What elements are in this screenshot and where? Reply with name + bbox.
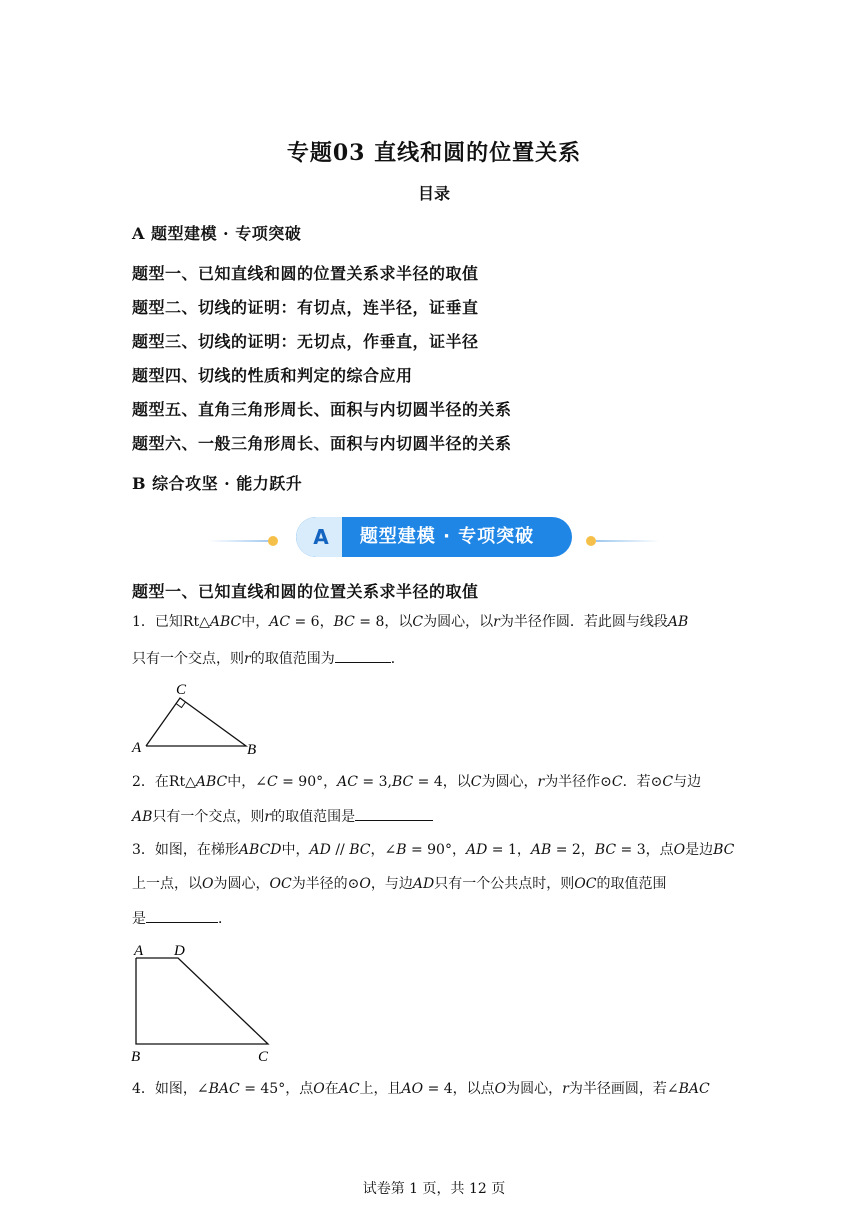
page-footer: 试卷第 1 页，共 12 页 xyxy=(362,1181,506,1197)
trapezoid-outline xyxy=(136,958,268,1044)
right-angle-mark xyxy=(176,702,186,708)
toc-heading: 目录 xyxy=(417,184,450,203)
banner-right-line xyxy=(596,540,660,542)
vertex-label-a: A xyxy=(132,740,142,756)
question-3-line-3: 是 ． xyxy=(132,908,232,929)
vertex-label-c: C xyxy=(176,682,187,698)
vertex-label-c: C xyxy=(258,1049,269,1065)
vertex-label-a: A xyxy=(134,943,144,959)
answer-blank[interactable] xyxy=(335,648,391,663)
answer-blank[interactable] xyxy=(355,806,433,821)
vertex-label-b: B xyxy=(131,1049,141,1065)
question-3-line-2: 上一点，以O为圆心，OC为半径的⊙O，与边AD只有一个公共点时，则OC的取值范围 xyxy=(132,876,667,892)
vertex-label-b: B xyxy=(247,742,257,758)
banner-right-dot xyxy=(586,536,596,546)
page-title: 专题03 直线和圆的位置关系 xyxy=(286,140,582,166)
toc-item: 题型二、切线的证明：有切点，连半径，证垂直 xyxy=(132,298,479,317)
banner-pill xyxy=(296,517,572,557)
banner-text: 题型建模 · 专项突破 xyxy=(359,526,535,547)
toc-item: 题型五、直角三角形周长、面积与内切圆半径的关系 xyxy=(132,400,512,419)
toc-item: 题型四、切线的性质和判定的综合应用 xyxy=(132,366,413,385)
question-2-line-2: AB只有一个交点，则r的取值范围是 xyxy=(132,806,433,827)
question-1-line-2: 只有一个交点，则r的取值范围为 ． xyxy=(132,648,405,669)
question-2-line-1: 2．在Rt△ABC中，∠C = 90°，AC = 3,BC = 4，以C为圆心，r为半径作⊙C．若⊙C与边 xyxy=(132,774,702,790)
question-1-line-1: 1．已知Rt△ABC中，AC = 6，BC = 8，以C为圆心，以r为半径作圆．若此圆与线段AB xyxy=(132,614,689,630)
banner-letter: A xyxy=(313,525,329,549)
toc-section-a: A 题型建模 · 专项突破 xyxy=(132,224,302,243)
triangle-figure xyxy=(128,678,268,760)
toc-section-b: B 综合攻坚 · 能力跃升 xyxy=(132,474,303,493)
banner-left-line xyxy=(208,540,272,542)
trapezoid-figure xyxy=(128,938,278,1068)
toc-item: 题型一、已知直线和圆的位置关系求半径的取值 xyxy=(132,264,479,283)
banner-left-dot xyxy=(268,536,278,546)
triangle-outline xyxy=(146,698,246,746)
question-4-line-1: 4．如图，∠BAC = 45°，点O在AC上，且AO = 4，以点O为圆心，r为半径画圆，若∠BAC xyxy=(132,1081,710,1097)
toc-item: 题型六、一般三角形周长、面积与内切圆半径的关系 xyxy=(132,434,512,453)
toc-item: 题型三、切线的证明：无切点，作垂直，证半径 xyxy=(132,332,479,351)
answer-blank[interactable] xyxy=(146,908,218,923)
vertex-label-d: D xyxy=(174,943,185,959)
question-3-line-1: 3．如图，在梯形ABCD中，AD // BC，∠B = 90°，AD = 1，AB = 2，BC = 3，点O是边BC xyxy=(132,842,735,858)
section-heading: 题型一、已知直线和圆的位置关系求半径的取值 xyxy=(132,582,479,601)
